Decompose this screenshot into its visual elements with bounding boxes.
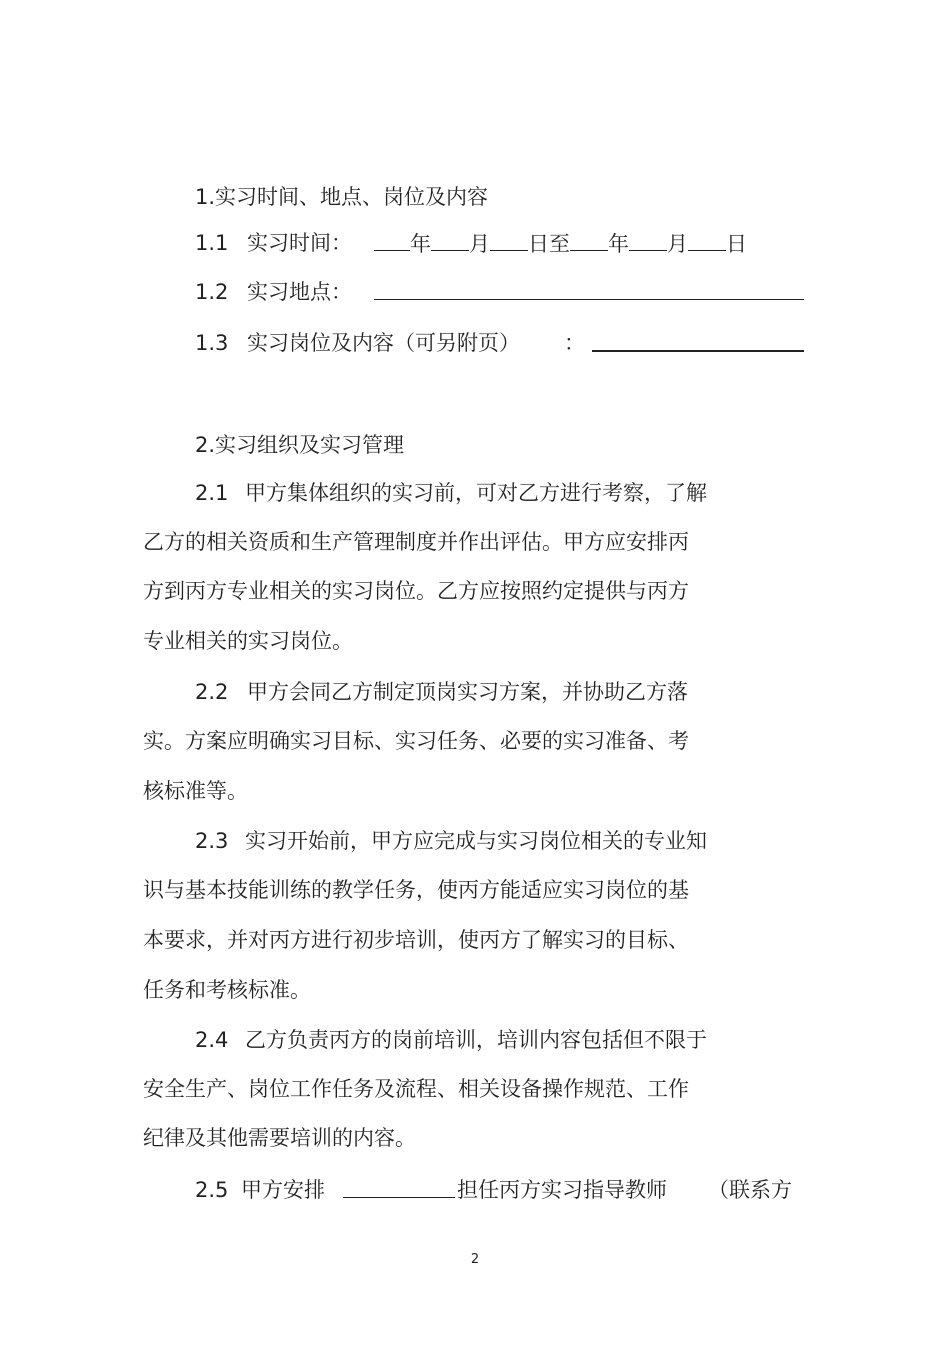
date-unit: 年 — [410, 232, 431, 256]
section-1-heading: 1.实习时间、地点、岗位及内容 — [195, 185, 489, 209]
clause-2-5-number: 2.5 — [195, 1178, 229, 1202]
start-month-blank[interactable] — [431, 230, 469, 251]
clause-2-2-line: 核标准等。 — [143, 779, 248, 803]
clause-2-2-line: 实。方案应明确实习目标、实习任务、必要的实习准备、考 — [143, 729, 689, 753]
start-day-blank[interactable] — [490, 230, 528, 251]
date-unit: 日 — [726, 232, 747, 256]
clause-2-3-line: 本要求，并对丙方进行初步培训，使丙方了解实习的目标、 — [143, 928, 689, 952]
date-unit: 月 — [667, 232, 688, 256]
clause-2-5-prefix: 甲方安排 — [241, 1178, 325, 1202]
instructor-name-field-wrap — [343, 1177, 455, 1204]
internship-date-fields — [374, 230, 747, 257]
clause-2-4-line: 纪律及其他需要培训的内容。 — [143, 1126, 416, 1150]
date-unit: 日至 — [528, 232, 570, 256]
clause-2-5-tail: （联系方 — [708, 1178, 792, 1202]
clause-2-2-number: 2.2 — [195, 680, 229, 704]
internship-location-blank[interactable] — [374, 279, 804, 300]
internship-position-field-wrap — [592, 330, 804, 358]
clause-2-3-number: 2.3 — [195, 829, 229, 853]
clause-2-1-line: 专业相关的实习岗位。 — [143, 629, 353, 653]
start-year-blank[interactable] — [374, 230, 410, 251]
internship-position-blank[interactable] — [592, 330, 804, 352]
clause-2-4-number: 2.4 — [195, 1028, 229, 1052]
item-1-2-label: 实习地点： — [247, 280, 352, 304]
end-year-blank[interactable] — [570, 230, 608, 251]
item-1-1-label: 实习时间： — [247, 231, 352, 255]
date-unit: 月 — [469, 232, 490, 256]
instructor-name-blank[interactable] — [343, 1177, 455, 1198]
clause-2-1-line: 乙方的相关资质和生产管理制度并作出评估。甲方应安排丙 — [143, 530, 689, 554]
item-1-1-number: 1.1 — [195, 231, 229, 255]
clause-2-3-line: 识与基本技能训练的教学任务，使丙方能适应实习岗位的基 — [143, 878, 689, 902]
item-1-3-number: 1.3 — [195, 331, 229, 355]
end-day-blank[interactable] — [688, 230, 726, 251]
clause-2-1-line: 甲方集体组织的实习前，可对乙方进行考察，了解 — [245, 481, 707, 505]
clause-2-1-number: 2.1 — [195, 481, 229, 505]
item-1-3-colon: ： — [564, 331, 585, 355]
item-1-3-label: 实习岗位及内容（可另附页） — [247, 331, 520, 355]
clause-2-2-line: 甲方会同乙方制定顶岗实习方案，并协助乙方落 — [247, 680, 688, 704]
clause-2-3-line: 任务和考核标准。 — [143, 978, 311, 1002]
section-2-heading: 2.实习组织及实习管理 — [195, 433, 405, 457]
clause-2-3-line: 实习开始前，甲方应完成与实习岗位相关的专业知 — [245, 829, 707, 853]
date-unit: 年 — [608, 232, 629, 256]
item-1-2-number: 1.2 — [195, 280, 229, 304]
clause-2-5-suffix: 担任丙方实习指导教师 — [457, 1178, 667, 1202]
clause-2-4-line: 乙方负责丙方的岗前培训，培训内容包括但不限于 — [245, 1028, 707, 1052]
end-month-blank[interactable] — [629, 230, 667, 251]
internship-location-field-wrap — [374, 279, 804, 306]
page-number: 2 — [470, 1252, 480, 1267]
clause-2-1-line: 方到丙方专业相关的实习岗位。乙方应按照约定提供与丙方 — [143, 579, 689, 603]
clause-2-4-line: 安全生产、岗位工作任务及流程、相关设备操作规范、工作 — [143, 1077, 689, 1101]
